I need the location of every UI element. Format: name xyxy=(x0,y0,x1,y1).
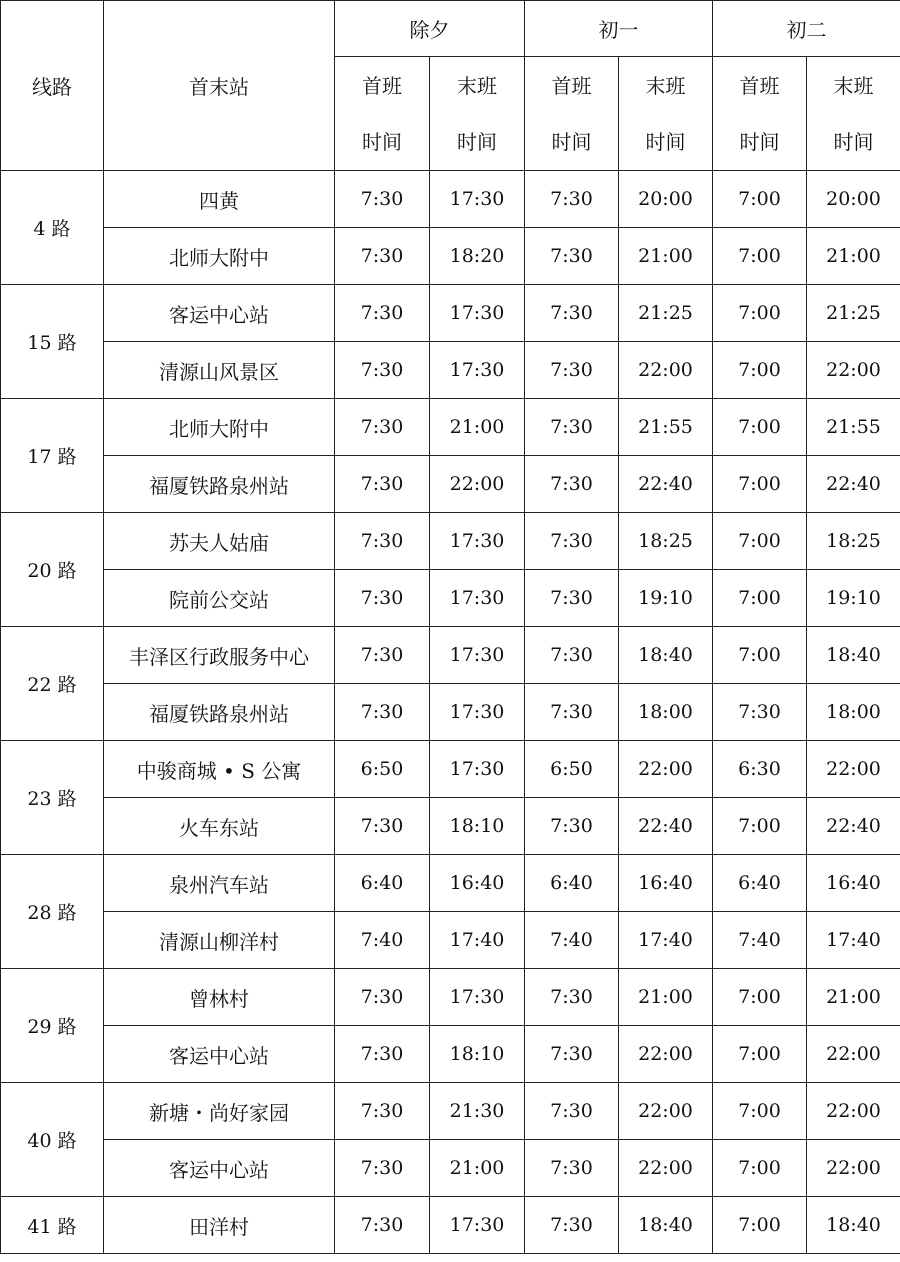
first-bus-time-cell: 7:30 xyxy=(525,285,619,342)
route-line-cell: 20 路 xyxy=(1,513,104,627)
header-last-time xyxy=(619,57,713,171)
first-bus-time-cell: 7:30 xyxy=(525,1197,619,1254)
first-bus-time-cell: 7:30 xyxy=(335,798,430,855)
first-bus-time-cell: 7:00 xyxy=(713,513,807,570)
first-bus-time-cell: 7:30 xyxy=(335,1140,430,1197)
first-bus-time-cell: 6:50 xyxy=(525,741,619,798)
first-bus-time-cell: 7:30 xyxy=(335,399,430,456)
route-line-cell: 4 路 xyxy=(1,171,104,285)
last-bus-time-cell: 18:40 xyxy=(807,627,900,684)
first-bus-time-cell: 7:00 xyxy=(713,798,807,855)
first-bus-time-cell: 7:30 xyxy=(335,1083,430,1140)
station-cell: 中骏商城 • S 公寓 xyxy=(104,741,335,798)
first-bus-time-cell: 7:00 xyxy=(713,570,807,627)
last-bus-time-cell: 18:20 xyxy=(430,228,525,285)
last-bus-time-cell: 22:00 xyxy=(807,1026,900,1083)
station-cell: 客运中心站 xyxy=(104,285,335,342)
first-bus-time-cell: 7:30 xyxy=(525,1140,619,1197)
first-bus-time-cell: 7:30 xyxy=(335,228,430,285)
first-bus-time-cell: 7:30 xyxy=(335,1026,430,1083)
last-bus-time-cell: 17:30 xyxy=(430,285,525,342)
first-bus-time-cell: 6:40 xyxy=(335,855,430,912)
header-line: 线路 xyxy=(1,1,104,171)
last-bus-time-cell: 18:10 xyxy=(430,1026,525,1083)
schedule-row xyxy=(1,1197,900,1254)
schedule-body xyxy=(1,171,900,1254)
last-bus-time-cell: 21:30 xyxy=(430,1083,525,1140)
header-first-label-bottom: 时间 xyxy=(551,129,592,154)
route-line-cell: 29 路 xyxy=(1,969,104,1083)
header-last-label-top: 末班 xyxy=(833,73,874,98)
first-bus-time-cell: 7:30 xyxy=(335,513,430,570)
route-line-cell: 22 路 xyxy=(1,627,104,741)
last-bus-time-cell: 21:00 xyxy=(619,228,713,285)
last-bus-time-cell: 21:00 xyxy=(807,969,900,1026)
last-bus-time-cell: 18:25 xyxy=(619,513,713,570)
last-bus-time-cell: 20:00 xyxy=(619,171,713,228)
schedule-row xyxy=(1,399,900,456)
station-cell: 客运中心站 xyxy=(104,1140,335,1197)
schedule-row xyxy=(1,741,900,798)
schedule-row xyxy=(1,513,900,570)
route-line-cell: 15 路 xyxy=(1,285,104,399)
first-bus-time-cell: 7:30 xyxy=(335,171,430,228)
first-bus-time-cell: 7:00 xyxy=(713,1140,807,1197)
header-first-label-top: 首班 xyxy=(551,73,592,98)
last-bus-time-cell: 19:10 xyxy=(619,570,713,627)
first-bus-time-cell: 7:30 xyxy=(525,969,619,1026)
first-bus-time-cell: 7:40 xyxy=(335,912,430,969)
first-bus-time-cell: 7:30 xyxy=(335,285,430,342)
first-bus-time-cell: 7:30 xyxy=(525,684,619,741)
header-last-time xyxy=(430,57,525,171)
schedule-row xyxy=(1,1083,900,1140)
station-cell: 北师大附中 xyxy=(104,399,335,456)
first-bus-time-cell: 7:30 xyxy=(335,570,430,627)
last-bus-time-cell: 17:40 xyxy=(807,912,900,969)
last-bus-time-cell: 21:00 xyxy=(619,969,713,1026)
first-bus-time-cell: 7:40 xyxy=(525,912,619,969)
station-cell: 北师大附中 xyxy=(104,228,335,285)
last-bus-time-cell: 18:00 xyxy=(619,684,713,741)
last-bus-time-cell: 18:00 xyxy=(807,684,900,741)
header-first-time xyxy=(335,57,430,171)
header-first-label-bottom: 时间 xyxy=(739,129,780,154)
first-bus-time-cell: 7:00 xyxy=(713,969,807,1026)
first-bus-time-cell: 7:40 xyxy=(713,912,807,969)
last-bus-time-cell: 17:40 xyxy=(430,912,525,969)
last-bus-time-cell: 22:40 xyxy=(807,798,900,855)
station-cell: 泉州汽车站 xyxy=(104,855,335,912)
station-cell: 四黄 xyxy=(104,171,335,228)
schedule-row xyxy=(1,285,900,342)
last-bus-time-cell: 17:40 xyxy=(619,912,713,969)
last-bus-time-cell: 22:00 xyxy=(619,342,713,399)
station-cell: 田洋村 xyxy=(104,1197,335,1254)
first-bus-time-cell: 7:00 xyxy=(713,1083,807,1140)
last-bus-time-cell: 17:30 xyxy=(430,684,525,741)
last-bus-time-cell: 22:00 xyxy=(619,741,713,798)
last-bus-time-cell: 21:25 xyxy=(619,285,713,342)
last-bus-time-cell: 21:00 xyxy=(430,399,525,456)
first-bus-time-cell: 6:40 xyxy=(713,855,807,912)
station-cell: 清源山风景区 xyxy=(104,342,335,399)
station-cell: 福厦铁路泉州站 xyxy=(104,684,335,741)
last-bus-time-cell: 21:25 xyxy=(807,285,900,342)
first-bus-time-cell: 6:30 xyxy=(713,741,807,798)
first-bus-time-cell: 7:00 xyxy=(713,285,807,342)
last-bus-time-cell: 22:00 xyxy=(807,741,900,798)
first-bus-time-cell: 7:30 xyxy=(335,684,430,741)
last-bus-time-cell: 18:40 xyxy=(807,1197,900,1254)
header-last-label-bottom: 时间 xyxy=(645,129,686,154)
last-bus-time-cell: 17:30 xyxy=(430,969,525,1026)
first-bus-time-cell: 7:00 xyxy=(713,342,807,399)
header-day-chuxi: 除夕 xyxy=(335,1,525,57)
header-last-label-bottom: 时间 xyxy=(833,129,874,154)
station-cell: 火车东站 xyxy=(104,798,335,855)
schedule-row xyxy=(1,1026,900,1083)
last-bus-time-cell: 18:40 xyxy=(619,627,713,684)
first-bus-time-cell: 7:30 xyxy=(525,171,619,228)
last-bus-time-cell: 17:30 xyxy=(430,171,525,228)
header-last-label-top: 末班 xyxy=(645,73,686,98)
last-bus-time-cell: 22:40 xyxy=(619,798,713,855)
last-bus-time-cell: 22:00 xyxy=(619,1026,713,1083)
first-bus-time-cell: 7:30 xyxy=(525,342,619,399)
last-bus-time-cell: 16:40 xyxy=(430,855,525,912)
route-line-cell: 17 路 xyxy=(1,399,104,513)
schedule-row xyxy=(1,969,900,1026)
last-bus-time-cell: 21:00 xyxy=(807,228,900,285)
first-bus-time-cell: 7:00 xyxy=(713,627,807,684)
first-bus-time-cell: 7:30 xyxy=(525,513,619,570)
last-bus-time-cell: 17:30 xyxy=(430,513,525,570)
first-bus-time-cell: 6:50 xyxy=(335,741,430,798)
header-first-time xyxy=(713,57,807,171)
schedule-row xyxy=(1,1140,900,1197)
schedule-row xyxy=(1,912,900,969)
last-bus-time-cell: 22:00 xyxy=(430,456,525,513)
first-bus-time-cell: 7:00 xyxy=(713,171,807,228)
first-bus-time-cell: 7:00 xyxy=(713,456,807,513)
last-bus-time-cell: 17:30 xyxy=(430,342,525,399)
first-bus-time-cell: 7:30 xyxy=(335,627,430,684)
first-bus-time-cell: 7:30 xyxy=(335,342,430,399)
last-bus-time-cell: 22:40 xyxy=(807,456,900,513)
header-first-label-top: 首班 xyxy=(739,73,780,98)
header-day-chuer: 初二 xyxy=(713,1,900,57)
last-bus-time-cell: 17:30 xyxy=(430,741,525,798)
header-last-label-bottom: 时间 xyxy=(457,129,497,154)
header-first-label-bottom: 时间 xyxy=(362,129,402,154)
first-bus-time-cell: 7:30 xyxy=(525,228,619,285)
last-bus-time-cell: 18:10 xyxy=(430,798,525,855)
schedule-row xyxy=(1,342,900,399)
header-terminals: 首末站 xyxy=(104,1,335,171)
station-cell: 清源山柳洋村 xyxy=(104,912,335,969)
last-bus-time-cell: 22:00 xyxy=(807,342,900,399)
first-bus-time-cell: 7:30 xyxy=(525,570,619,627)
route-line-cell: 41 路 xyxy=(1,1197,104,1254)
last-bus-time-cell: 17:30 xyxy=(430,627,525,684)
first-bus-time-cell: 7:30 xyxy=(335,969,430,1026)
last-bus-time-cell: 22:00 xyxy=(807,1140,900,1197)
first-bus-time-cell: 7:30 xyxy=(525,1083,619,1140)
last-bus-time-cell: 22:40 xyxy=(619,456,713,513)
station-cell: 福厦铁路泉州站 xyxy=(104,456,335,513)
first-bus-time-cell: 7:30 xyxy=(335,456,430,513)
schedule-row xyxy=(1,798,900,855)
header-last-time xyxy=(807,57,900,171)
header-day-chuyi: 初一 xyxy=(525,1,713,57)
station-cell: 新塘・尚好家园 xyxy=(104,1083,335,1140)
schedule-row xyxy=(1,570,900,627)
route-line-cell: 40 路 xyxy=(1,1083,104,1197)
last-bus-time-cell: 18:40 xyxy=(619,1197,713,1254)
last-bus-time-cell: 16:40 xyxy=(619,855,713,912)
last-bus-time-cell: 22:00 xyxy=(807,1083,900,1140)
last-bus-time-cell: 18:25 xyxy=(807,513,900,570)
first-bus-time-cell: 7:30 xyxy=(525,399,619,456)
first-bus-time-cell: 7:00 xyxy=(713,399,807,456)
header-row-days xyxy=(1,1,900,57)
last-bus-time-cell: 22:00 xyxy=(619,1140,713,1197)
header-first-time xyxy=(525,57,619,171)
schedule-row xyxy=(1,684,900,741)
first-bus-time-cell: 7:30 xyxy=(525,456,619,513)
station-cell: 曾林村 xyxy=(104,969,335,1026)
first-bus-time-cell: 7:00 xyxy=(713,228,807,285)
header-last-label-top: 末班 xyxy=(457,73,497,98)
station-cell: 丰泽区行政服务中心 xyxy=(104,627,335,684)
schedule-row xyxy=(1,627,900,684)
first-bus-time-cell: 7:30 xyxy=(525,1026,619,1083)
route-line-cell: 23 路 xyxy=(1,741,104,855)
last-bus-time-cell: 16:40 xyxy=(807,855,900,912)
first-bus-time-cell: 7:30 xyxy=(713,684,807,741)
last-bus-time-cell: 20:00 xyxy=(807,171,900,228)
last-bus-time-cell: 21:00 xyxy=(430,1140,525,1197)
header-first-label-top: 首班 xyxy=(362,73,402,98)
route-line-cell: 28 路 xyxy=(1,855,104,969)
last-bus-time-cell: 17:30 xyxy=(430,1197,525,1254)
first-bus-time-cell: 6:40 xyxy=(525,855,619,912)
first-bus-time-cell: 7:30 xyxy=(525,627,619,684)
schedule-row xyxy=(1,171,900,228)
last-bus-time-cell: 17:30 xyxy=(430,570,525,627)
station-cell: 苏夫人姑庙 xyxy=(104,513,335,570)
first-bus-time-cell: 7:30 xyxy=(525,798,619,855)
station-cell: 客运中心站 xyxy=(104,1026,335,1083)
schedule-row xyxy=(1,228,900,285)
first-bus-time-cell: 7:00 xyxy=(713,1026,807,1083)
last-bus-time-cell: 21:55 xyxy=(619,399,713,456)
first-bus-time-cell: 7:00 xyxy=(713,1197,807,1254)
last-bus-time-cell: 22:00 xyxy=(619,1083,713,1140)
last-bus-time-cell: 21:55 xyxy=(807,399,900,456)
last-bus-time-cell: 19:10 xyxy=(807,570,900,627)
station-cell: 院前公交站 xyxy=(104,570,335,627)
first-bus-time-cell: 7:30 xyxy=(335,1197,430,1254)
schedule-row xyxy=(1,855,900,912)
schedule-row xyxy=(1,456,900,513)
